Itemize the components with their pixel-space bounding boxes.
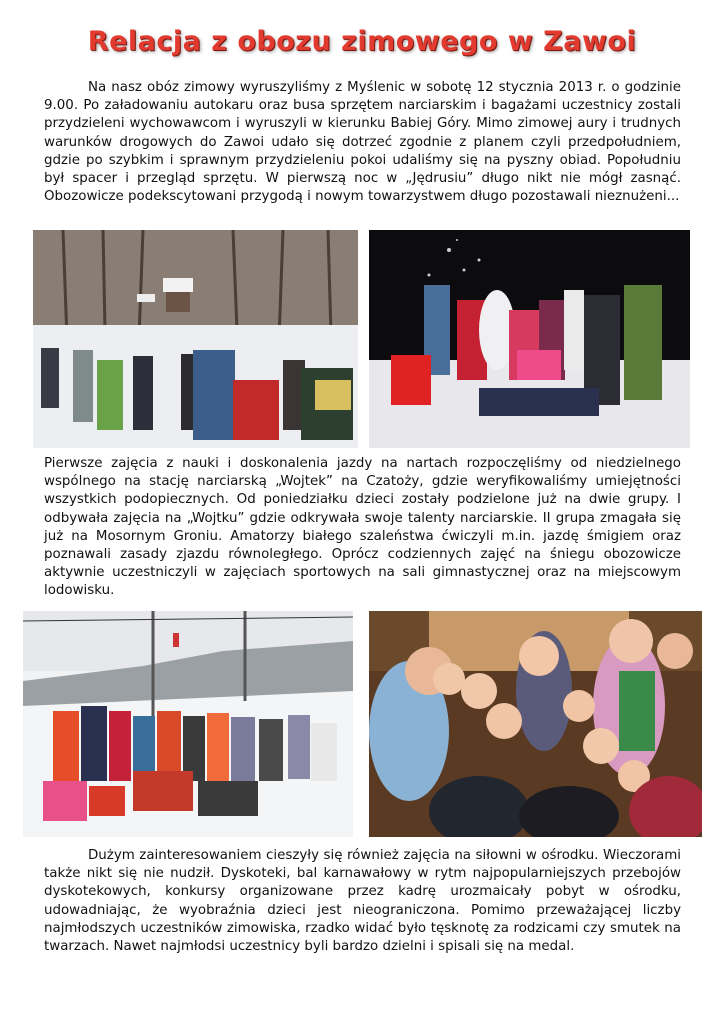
photo-ski-group [23,611,353,837]
photo-group-walk [33,230,358,448]
paragraph-skiing: Pierwsze zajęcia z nauki i doskonalenia jazdy na nartach rozpoczęliśmy od niedzielnego wspólnego na stację narciarską „Wojtek” na Czatoży, gdzie weryfikowaliśmy umiejętności wszystkich podopiecznych. Od poniedziałku dzieci zostały podzielone już na dwie grupy. I odbywała zajęcia na „Wojtku” gdzie odkrywała swoje talenty narciarskie. II grupa zmagała się już na Mosornym Groniu. Amatorzy białego szaleństwa ćwiczyli m.in. jazdę śmigiem oraz poznawali zasady zjazdu równoległego. Oprócz codziennych zajęć na śniegu obozowicze aktywnie uczestniczyli w zajęciach sportowych na sali gimnastycznej oraz na miejscowym lodowisku. [44,456,681,599]
photo-indoor-group [369,611,702,837]
paragraph-arrival: Na nasz obóz zimowy wyruszyliśmy z Myślenic w sobotę 12 stycznia 2013 r. o godzinie 9.00. Po załadowaniu autokaru oraz busa sprzętem narciarskim i bagażami uczestnicy zostali przydzieleni wychowawcom i wyruszyli w kierunku Babiej Góry. Mimo zimowej aury i trudnych warunków drogowych do Zawoi udało się dotrzeć zgodnie z planem czyli przedpołudniem, gdzie po szybkim i sprawnym przydzieleniu pokoi udaliśmy się na pyszny obiad. Popołudniu był spacer i przegląd sprzętu. W pierwszą noc w „Jędrusiu” długo nikt nie mógł zasnąć. Obozowicze podekscytowani przygodą i nowym towarzystwem długo pozostawali nieznużeni... [44,80,681,205]
paragraph-evenings: Dużym zainteresowaniem cieszyły się również zajęcia na siłowni w ośrodku. Wieczorami także nikt się nie nudził. Dyskoteki, bal karnawałowy w rytm najpopularniejszych przebojów dyskotekowych, konkursy organizowane przez kadrę urozmaicały pobyt w ośrodku, udowadniając, że wyobraźnia dzieci jest nieograniczona. Pomimo przeważającej liczby najmłodszych uczestników zimowiska, rzadko widać było tęsknotę za rodzicami czy smutek na twarzach. Nawet najmłodsi uczestnicy byli bardzo dzielni i spisali się na medal. [44,848,681,955]
page-title: Relacja z obozu zimowego w Zawoi [87,26,637,57]
photo-night-snow [369,230,690,448]
